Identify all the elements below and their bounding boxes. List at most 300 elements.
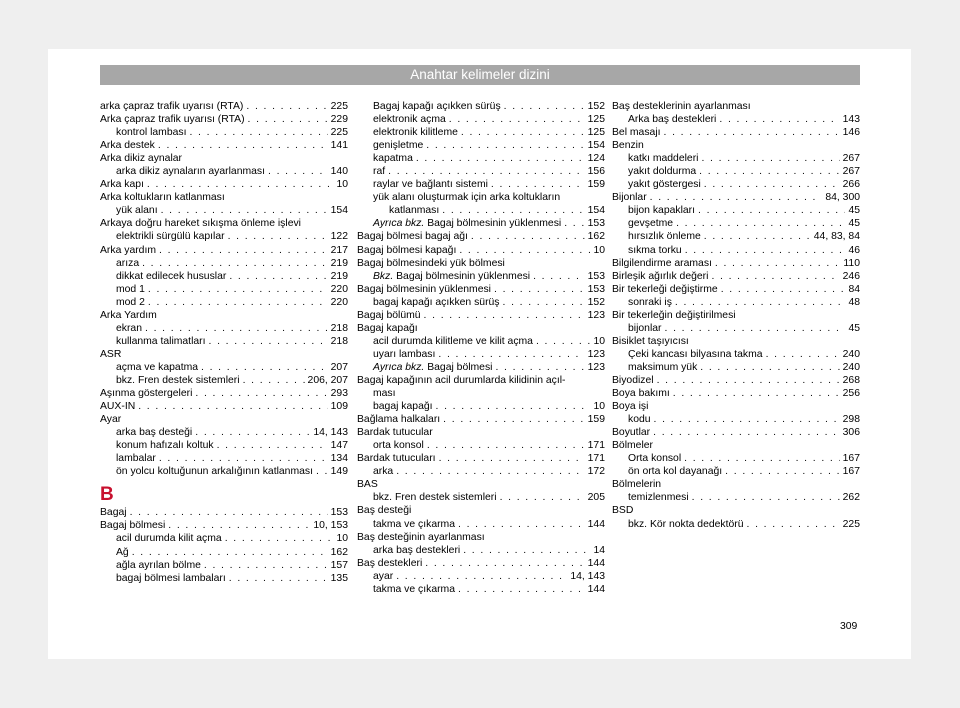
index-entry-text [628,518,744,531]
index-entry [612,191,860,204]
index-entry-label: bkz. Kör nokta dedektörü [628,518,744,530]
index-entry-text [357,452,436,465]
dot-leader [500,491,585,504]
dot-leader [201,361,328,374]
index-entry-page: 267 [842,153,860,165]
index-entry [100,400,348,413]
index-entry-label: Bağlama halkaları [357,414,441,426]
index-entry-page: 110 [843,257,860,269]
dot-leader [699,165,840,178]
index-entry [357,570,605,583]
index-entry-text [100,178,144,191]
index-entry-label: arka çapraz trafik uyarısı (RTA) [100,101,244,112]
index-entry-text [373,139,423,152]
dot-leader [439,452,585,465]
dot-leader [491,178,585,191]
index-entry [100,283,348,296]
index-entry-text [628,152,698,165]
index-entry-crossref: Ayrıca bkz. [373,218,425,230]
index-entry [100,178,348,191]
dot-leader [243,374,305,387]
index-entry-label: genişletme [373,140,424,152]
index-heading: yük alanı oluşturmak için arka koltukların [373,192,561,204]
index-entry-text [612,426,650,439]
index-entry-label: mod 1 [116,283,145,295]
index-entry-text [373,296,500,309]
index-entry-text [373,152,413,165]
index-entry [100,296,348,309]
index-entry-text [389,204,439,217]
index-entry-label: Bagaj bölmesi kapağı [357,244,457,256]
dot-leader [229,270,327,283]
index-entry [100,139,348,152]
index-entry-page: 206, 207 [307,374,348,386]
index-heading: Ayar [100,414,122,426]
index-entry-text [100,400,135,413]
index-entry [100,335,348,348]
index-entry-label: Arka çapraz trafik uyarısı (RTA) [100,114,245,126]
dot-leader [653,426,840,439]
index-entry-text [357,283,491,296]
index-entry-text [373,100,501,113]
index-entry-label: takma ve çıkarma [373,583,455,595]
index-entry-page: 135 [330,572,348,584]
dot-leader [471,230,585,243]
index-heading: Bardak tutucular [357,427,433,439]
index-entry-text [628,465,722,478]
index-entry-page: 205 [587,492,605,504]
index-entry [357,270,605,283]
index-entry-page: 14, 143 [570,570,605,582]
index-entry-page: 143 [842,114,860,126]
dot-leader [700,361,839,374]
index-entry [612,374,860,387]
dot-leader [436,400,591,413]
index-entry-label: Arka yardım [100,244,157,256]
index-entry-page: 225 [330,127,348,139]
dot-leader [147,178,334,191]
index-entry-label: bkz. Fren destek sistemleri [373,492,497,504]
index-entry-page: 225 [842,518,860,530]
index-entry-page: 240 [842,361,860,373]
index-entry [100,100,348,113]
dot-leader [442,204,584,217]
index-entry-page: 154 [587,140,605,152]
index-entry-page: 207 [330,361,348,373]
dot-leader [463,544,590,557]
dot-leader [449,113,585,126]
dot-leader [494,283,585,296]
dot-leader [159,244,328,257]
dot-leader [195,387,327,400]
index-entry [612,452,860,465]
index-entry-text [373,583,455,596]
index-entry-label: Bijonlar [612,192,647,204]
index-entry-label: gevşetme [628,218,674,230]
index-entry-page: 134 [330,453,348,465]
dot-leader [504,100,585,113]
index-entry [612,165,860,178]
index-entry-page: 46 [848,244,860,256]
index-entry-label: Biyodizel [612,374,654,386]
index-entry-page: 122 [330,231,348,243]
dot-leader [673,387,840,400]
index-entry-page: 48 [848,296,860,308]
index-entry [357,413,605,426]
index-entry-label: Bagaj bölmesi [100,520,166,532]
dot-leader [138,400,327,413]
index-entry-text [628,348,763,361]
index-entry-label: Arka destek [100,140,155,152]
index-heading: Baş desteklerinin ayarlanması [612,101,751,112]
index-heading: Arka Yardım [100,309,157,321]
dot-leader [148,283,328,296]
index-entry-text [628,244,682,257]
index-heading: Bagaj bölmesindeki yük bölmesi [357,257,505,269]
index-entry-text [116,126,186,139]
index-entry [100,322,348,335]
index-entry-label: lambalar [116,453,156,465]
index-entry-label: uyarı lambası [373,348,436,360]
index-entry [612,426,860,439]
index-entry [100,519,348,532]
index-entry-label: bagaj kapağı [373,401,433,413]
index-entry-label: Bir tekerleği değiştirme [612,283,718,295]
index-entry-page: 153 [587,283,605,295]
index-entry-label: Bagaj [100,507,127,519]
index-entry-page: 220 [330,296,348,308]
dot-leader [316,465,328,478]
index-entry-page: 44, 83, 84 [813,231,860,243]
index-entry-page: 125 [587,114,605,126]
dot-leader [209,335,328,348]
index-entry-text [373,518,455,531]
index-entry-page: 219 [330,257,348,269]
index-entry [100,387,348,400]
dot-leader [701,152,839,165]
index-entry-page: 14 [593,544,605,556]
index-entry-label: dikkat edilecek hususlar [116,270,227,282]
index-entry-label: Bagaj bölmesinin yüklenmesi [427,218,562,230]
dot-leader [676,217,845,230]
index-entry [612,113,860,126]
dot-leader [168,519,310,532]
index-entry-page: 306 [842,427,860,439]
index-entry-page: 45 [848,205,860,217]
index-entry-label: bijonlar [628,322,662,334]
index-entry-page: 229 [330,114,348,126]
dot-leader [533,270,585,283]
dot-leader [145,322,328,335]
index-entry-page: 125 [587,127,605,139]
index-entry-text [628,204,695,217]
index-entry-page: 293 [330,388,348,400]
index-entry [357,491,605,504]
index-letter-heading: B [100,484,114,506]
index-entry-text [373,165,385,178]
index-entry-text [100,387,192,400]
dot-leader [692,491,840,504]
dot-leader [564,217,584,230]
dot-leader [747,518,840,531]
index-entry [357,126,605,139]
dot-leader [664,126,840,139]
index-entry-label: Baş destekleri [357,557,423,569]
index-entry-page: 171 [587,440,605,452]
index-entry [612,322,860,335]
index-entry-page: 147 [330,440,348,452]
index-entry-text [100,519,165,532]
index-entry-page: 144 [587,557,605,569]
index-heading: Arka dikiz aynalar [100,153,183,165]
index-entry [612,230,860,243]
dot-leader [425,557,584,570]
index-entry-label: ön yolcu koltuğunun arkalığının katlanması [116,466,313,478]
index-entry-text [116,361,198,374]
dot-leader [158,139,328,152]
index-entry-page: 167 [842,466,860,478]
index-entry-page: 298 [842,414,860,426]
index-entry-label: kapatma [373,153,413,165]
dot-leader [426,139,584,152]
dot-leader [161,204,328,217]
index-entry-page: 153 [330,507,348,519]
index-entry-page: 267 [842,166,860,178]
index-entry-label: temizlenmesi [628,492,689,504]
index-entry-text [628,491,689,504]
index-entry-label: bagaj bölmesi lambaları [116,572,226,584]
index-entry-label: yakıt göstergesi [628,179,701,191]
index-entry [612,126,860,139]
index-entry [612,413,860,426]
index-entry [357,518,605,531]
index-entry [612,465,860,478]
index-entry [612,178,860,191]
index-entry-label: katkı maddeleri [628,153,699,165]
index-entry-text [628,361,697,374]
index-heading: ASR [100,348,122,360]
index-entry [612,348,860,361]
index-entry-page: 266 [842,179,860,191]
index-entry [100,465,348,478]
index-entry-text [357,230,468,243]
index-entry-page: 268 [842,374,860,386]
dot-leader [675,296,846,309]
index-entry [612,152,860,165]
section-header [100,65,860,85]
index-entry-page: 162 [587,231,605,243]
index-entry-text [116,426,192,439]
index-entry-text [100,139,155,152]
index-entry-text [373,465,393,478]
dot-leader [396,465,584,478]
index-heading: Benzin [612,140,644,152]
index-entry-page: 84, 300 [825,192,860,204]
dot-leader [495,361,584,374]
index-entry-label: arıza [116,257,140,269]
index-entry-page: 156 [587,166,605,178]
dot-leader [719,113,839,126]
dot-leader [461,126,585,139]
index-heading: Arka koltukların katlanması [100,192,225,204]
index-entry-text [373,178,488,191]
index-entry-label: hırsızlık önleme [628,231,701,243]
index-entry-text [357,244,456,257]
index-entry-page: 10 [336,179,348,191]
index-heading: ması [373,388,396,400]
dot-leader [142,257,328,270]
index-entry-text [116,439,214,452]
index-entry-text [116,204,158,217]
index-entry-text [628,113,716,126]
page-number: 309 [840,621,858,632]
dot-leader [536,335,590,348]
index-entry-label: açma ve kapatma [116,361,199,373]
index-entry-label: ekran [116,322,142,334]
index-entry-page: 219 [330,270,348,282]
index-entry-label: Bardak tutucuları [357,453,436,465]
index-entry-page: 123 [587,309,605,321]
index-entry [100,113,348,126]
index-column-2 [357,100,605,596]
index-entry-label: Çeki kancası bilyasına takma [628,348,763,360]
index-entry-text [116,546,129,559]
index-entry-page: 144 [587,583,605,595]
index-entry-text [373,270,530,283]
dot-leader [657,374,840,387]
index-entry-page: 162 [330,546,348,558]
index-entry-label: bkz. Fren destek sistemleri [116,374,240,386]
index-entry-text [628,413,651,426]
index-entry-text [116,572,226,585]
index-heading: BAS [357,479,378,491]
index-entry-label: arka [373,466,394,478]
index-entry-text [373,348,435,361]
index-heading: Bir tekerleğin değiştirilmesi [612,309,736,321]
index-entry [612,361,860,374]
dot-leader [225,532,334,545]
index-entry [357,465,605,478]
index-entry-page: 240 [842,348,860,360]
index-entry-text [628,452,681,465]
index-entry-text [612,270,708,283]
index-entry [357,452,605,465]
index-entry [612,387,860,400]
dot-leader [204,559,328,572]
index-entry-text [116,465,313,478]
index-entry-label: yakıt doldurma [628,166,697,178]
dot-leader [228,230,328,243]
dot-leader [443,413,584,426]
index-entry-page: 123 [587,348,605,360]
index-entry-text [373,400,433,413]
index-heading: Baş desteğinin ayarlanması [357,531,485,543]
index-entry-text [116,452,156,465]
index-entry [100,244,348,257]
index-entry [357,204,605,217]
index-entry-page: 149 [330,466,348,478]
dot-leader [424,309,585,322]
index-entry-text [100,244,156,257]
index-entry-label: Bagaj kapağı açıkken sürüş [373,101,501,112]
index-entry-page: 153 [587,270,605,282]
index-entry-label: ağla ayrılan bölme [116,559,201,571]
index-column-1 [100,100,348,585]
index-entry-label: maksimum yük [628,361,698,373]
index-entry [612,491,860,504]
index-entry-text [357,309,421,322]
index-entry-label: kullanma talimatları [116,335,206,347]
index-entry [357,139,605,152]
dot-leader [704,230,811,243]
index-entry-label: Bagaj bölmesinin yüklenmesi [396,270,531,282]
index-entry-page: 154 [587,205,605,217]
index-entry-text [373,126,458,139]
index-entry-label: bagaj kapağı açıkken sürüş [373,296,500,308]
index-entry-text [628,230,701,243]
dot-leader [195,426,310,439]
index-entry-label: bijon kapakları [628,205,696,217]
index-entry [612,244,860,257]
index-entry-label: takma ve çıkarma [373,518,455,530]
index-entry-label: AUX-IN [100,401,136,413]
index-entry-label: Bagaj bölümü [357,309,421,321]
dot-leader [189,126,327,139]
section-title: Anahtar kelimeler dizini [410,67,550,82]
dot-leader [248,113,328,126]
index-entry [100,572,348,585]
index-entry [357,152,605,165]
index-column-3 [612,100,860,531]
dot-leader [396,570,567,583]
index-entry-page: 167 [842,453,860,465]
index-entry-page: 153 [587,218,605,230]
index-entry-text [628,217,673,230]
index-entry-text [612,387,670,400]
index-entry-text [116,283,145,296]
index-entry-text [100,100,243,113]
index-entry-text [373,439,424,452]
index-entry-page: 159 [587,179,605,191]
dot-leader [715,257,841,270]
index-entry [100,204,348,217]
index-entry-label: Bilgilendirme araması [612,257,712,269]
index-entry-page: 14, 143 [313,427,348,439]
index-entry-text [116,559,201,572]
index-entry [357,244,605,257]
index-entry-text [357,557,422,570]
index-entry-page: 218 [330,322,348,334]
index-entry [357,544,605,557]
index-entry [100,559,348,572]
dot-leader [130,506,328,519]
index-entry-label: Arka kapı [100,179,144,191]
index-entry [100,270,348,283]
index-entry-text [373,491,497,504]
dot-leader [503,296,585,309]
index-entry-text [612,126,661,139]
dot-leader [685,244,846,257]
index-entry-text [628,296,672,309]
index-entry-text [612,283,718,296]
index-entry-page: 157 [330,559,348,571]
index-entry-label: mod 2 [116,296,145,308]
index-entry-text [373,113,446,126]
index-entry-label: sıkma torku [628,244,682,256]
dot-leader [459,244,590,257]
index-entry-label: ön orta kol dayanağı [628,466,723,478]
index-entry-page: 124 [587,153,605,165]
